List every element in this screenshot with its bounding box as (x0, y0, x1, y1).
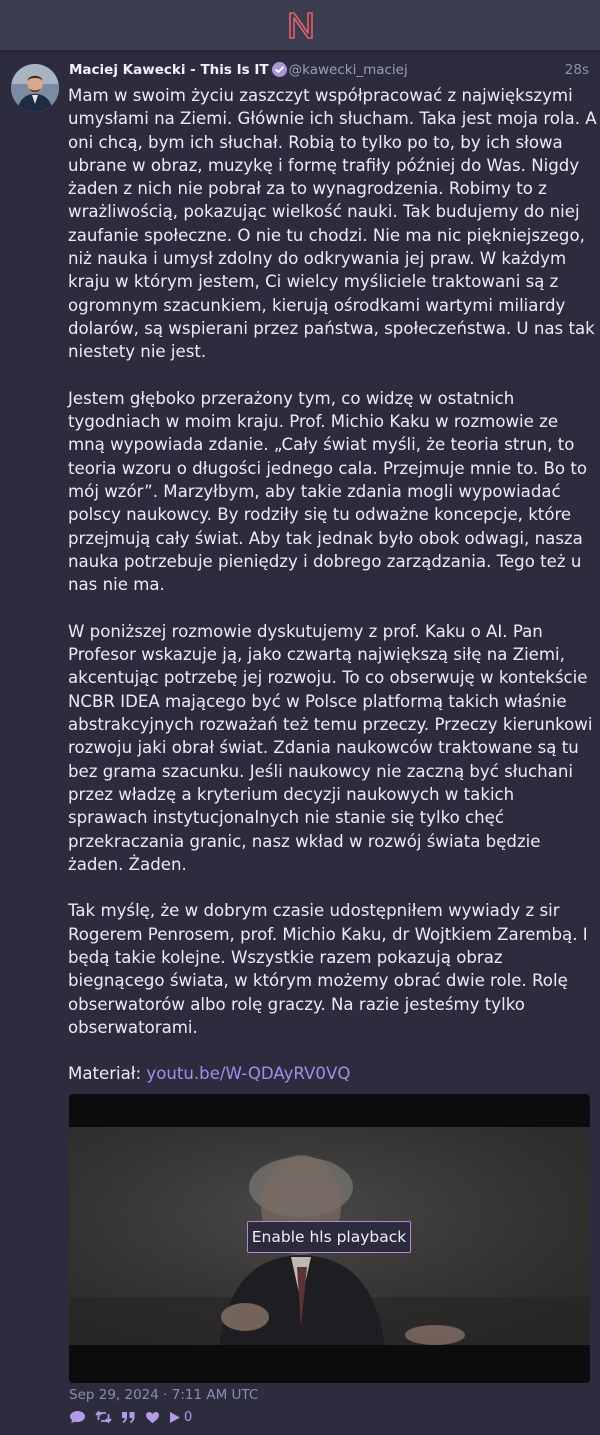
avatar-image (11, 64, 59, 112)
enable-hls-button[interactable]: Enable hls playback (247, 1221, 411, 1253)
heart-icon (145, 1411, 160, 1424)
like-button[interactable] (145, 1411, 160, 1424)
quote-button[interactable] (121, 1411, 136, 1424)
verified-badge-icon (272, 62, 287, 77)
post-date[interactable]: Sep 29, 2024 · 7:11 AM UTC (69, 1387, 259, 1403)
post-content (68, 84, 598, 1109)
material-link[interactable]: youtu.be/W-QDAyRV0VQ (146, 1064, 351, 1084)
post-paragraph: W poniższej rozmowie dyskutujemy z prof. Kaku o AI. Pan Profesor wskazuje ją, jako czwartą największą siłę na Ziemi, akcentując potrzebę jej rozwoju. To co obserwuję w kontekście NCBR IDEA mającego być w Polsce platformą takich właśnie abstrakcyjnych rozważań też temu przeczy. Przeczy kierunkowi rozwoju jaki obrał świat. Zdania naukowców traktowane są tu bez grama szacunku. Jeśli naukowcy nie zaczną być słuchani przez władzę a kryterium decyzji naukowych w takich sprawach instytucjonalnych nie stanie się tylko chęć przekraczania granic, nasz wkład w rozwój świata będzie żaden. Żaden. (68, 621, 593, 874)
post-paragraph: Tak myślę, że w dobrym czasie udostępniłem wywiady z sir Rogerem Penrosem, prof. Michio Kaku, dr Wojtkiem Zarembą. I będą takie kolejne. Wszystkie razem pokazują obraz biegnącego świata, w którym możemy obrać dwie role. Rolę obserwatorów albo rolę graczy. Na razie jesteśmy tylko obserwatorami. (68, 901, 588, 1037)
repost-icon (95, 1410, 112, 1424)
author-name[interactable]: Maciej Kawecki - This Is IT (69, 62, 269, 78)
material-label: Materiał: (68, 1064, 147, 1084)
material-line (68, 1062, 598, 1085)
post-paragraph: Jestem głęboko przerażony tym, co widzę w ostatnich tygodniach w moim kraju. Prof. Michio Kaku w rozmowie ze mną wypowiada zdanie. „Cały świat myśli, że teoria strun, to teoria wzoru o długości jednego cala. Przejmuje mnie to. Bo to mój wzór”. Marzyłbym, aby takie zdania mogli wypowiadać polscy naukowcy. By rodziły się tu odważne koncepcje, które przejmują cały świat. Aby tak jednak było obok odwagi, nasza nauka potrzebuje pieniędzy i dobrego zarządzania. Tego też u nas nie ma. (68, 388, 587, 595)
post-actions (69, 1407, 201, 1427)
repost-button[interactable] (95, 1410, 112, 1424)
views-button[interactable] (169, 1410, 192, 1425)
avatar[interactable] (11, 64, 59, 112)
play-icon (169, 1411, 181, 1424)
post-header (69, 60, 591, 82)
author-handle[interactable]: @kawecki_maciej (288, 62, 408, 78)
quote-icon (121, 1411, 136, 1424)
n-logo-icon[interactable] (286, 9, 316, 41)
post-paragraph: Mam w swoim życiu zaszczyt współpracować z największymi umysłami na Ziemi. Głównie ich słucham. Taka jest moja rola. A oni chcą, bym ich słuchał. Robią to tylko po to, by ich słowa ubrane w obraz, muzykę i formę trafiły później do Was. Nigdy żaden z nich nie pobrał za to wynagrodzenia. Robimy to z wrażliwością, pokazując wielkość nauki. Tak budujemy do niej zaufanie społeczne. O nie tu chodzi. Nie ma nic piękniejszego, niż nauka i umysł zdolny do odkrywania jej praw. W każdym kraju w którym jestem, Ci wielcy myśliciele traktowani są z ogromnym szacunkiem, kierują ośrodkami wartymi miliardy dolarów, są wspierani przez państwa, społeczeństwa. U nas tak niestety nie jest. (68, 86, 597, 362)
post-timestamp[interactable]: 28s (564, 62, 589, 78)
top-bar (0, 0, 600, 51)
views-count: 0 (184, 1409, 193, 1425)
reply-button[interactable] (69, 1410, 86, 1424)
reply-icon (69, 1410, 86, 1424)
